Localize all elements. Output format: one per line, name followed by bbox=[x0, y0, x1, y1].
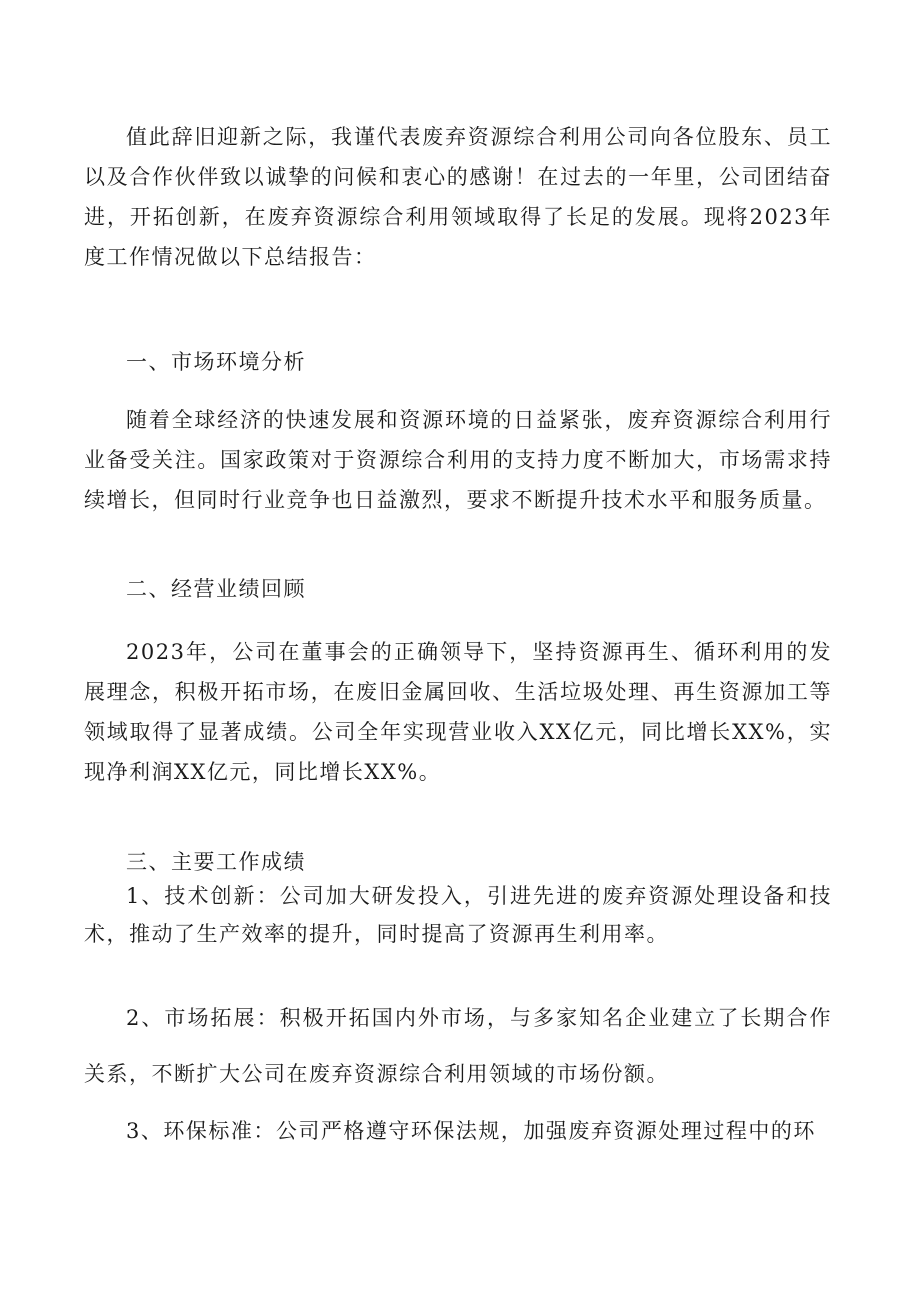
achievement-item-market: 2、市场拓展：积极开拓国内外市场，与多家知名企业建立了长期合作关系，不断扩大公司在废弃资源综合利用领域的市场份额。 bbox=[84, 1006, 832, 1086]
section-heading-main-achievements: 三、主要工作成绩 bbox=[126, 850, 306, 874]
section-heading-performance-review: 二、经营业绩回顾 bbox=[126, 577, 306, 601]
section-heading-market-environment: 一、市场环境分析 bbox=[126, 350, 306, 374]
market-environment-paragraph: 随着全球经济的快速发展和资源环境的日益紧张，废弃资源综合利用行业备受关注。国家政策对于资源综合利用的支持力度不断加大，市场需求持续增长，但同时行业竞争也日益激烈，要求不断提升技术水平和服务质量。 bbox=[84, 408, 832, 512]
intro-paragraph: 值此辞旧迎新之际，我谨代表废弃资源综合利用公司向各位股东、员工以及合作伙伴致以诚挚的问候和衷心的感谢！在过去的一年里，公司团结奋进，开拓创新，在废弃资源综合利用领域取得了长足的发展。现将2023年度工作情况做以下总结报告： bbox=[84, 125, 832, 269]
achievement-item-technology: 1、技术创新：公司加大研发投入，引进先进的废弃资源处理设备和技术，推动了生产效率的提升，同时提高了资源再生利用率。 bbox=[84, 884, 832, 946]
achievement-item-environment: 3、环保标准：公司严格遵守环保法规，加强废弃资源处理过程中的环 bbox=[126, 1119, 816, 1143]
performance-review-paragraph: 2023年，公司在董事会的正确领导下，坚持资源再生、循环利用的发展理念，积极开拓市场，在废旧金属回收、生活垃圾处理、再生资源加工等领域取得了显著成绩。公司全年实现营业收入XX亿元，同比增长XX%，实现净利润XX亿元，同比增长XX%。 bbox=[84, 640, 832, 784]
